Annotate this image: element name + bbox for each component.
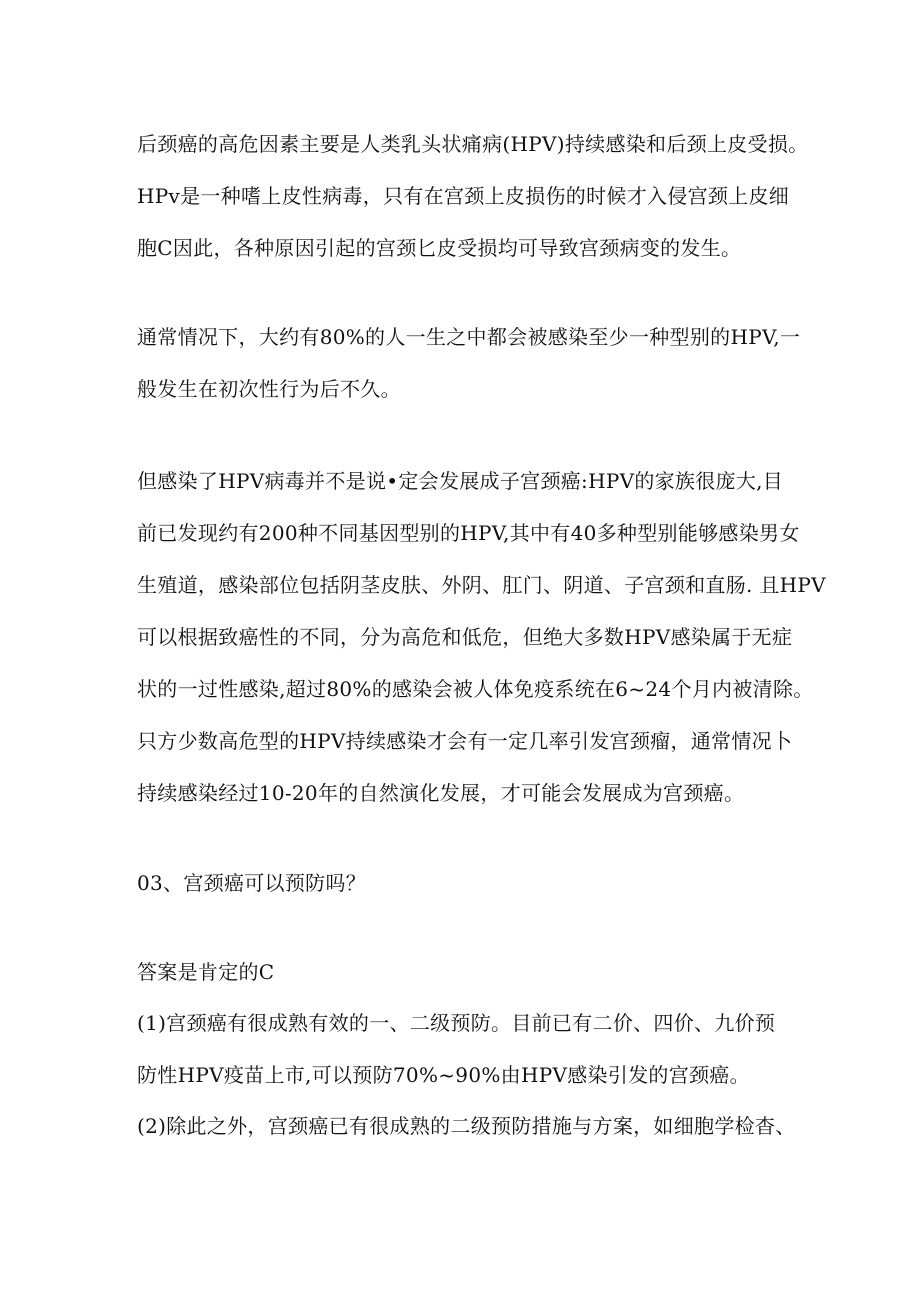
- paragraph-line: 但感染了HPV病毒并不是说•定会发展成子宫颈癌:HPV的家族很庞大,目: [137, 469, 784, 493]
- paragraph-line: 只方少数高危型的HPV持续感染才会有一定几率引发宫颈瘤，通常情况卜: [137, 729, 793, 753]
- list-item-line: (1)宫颈癌有很成熟有效的一、二级预防。目前已有二价、四价、九价预: [137, 1011, 776, 1035]
- paragraph-line: 状的一过性感染,超过80%的感染会被人体免疫系统在6~24个月内被清除。: [137, 677, 814, 701]
- paragraph-line: 可以根据致癌性的不同，分为高危和低危，但绝大多数HPV感染属于无症: [137, 625, 793, 649]
- paragraph-line: 通常情况下，大约有80%的人一生之中都会被感染至少一种型别的HPV,一: [137, 325, 801, 349]
- paragraph-line: 持续感染经过10-20年的自然演化发展，才可能会发展成为宫颈癌。: [137, 781, 745, 805]
- paragraph-line: 生殖道，感染部位包括阴茎皮肤、外阴、肛门、阴道、子宫颈和直肠. 且HPV: [137, 573, 826, 597]
- list-item-line: 防性HPV疫苗上市,可以预防70%~90%由HPV感染引发的宫颈癌。: [137, 1063, 750, 1087]
- paragraph-line: HPv是一种嗜上皮性病毒，只有在宫颈上皮损伤的时候才入侵宫颈上皮细: [137, 184, 790, 208]
- answer-intro: 答案是肯定的C: [137, 960, 275, 984]
- paragraph-line: 前已发现约有200种不同基因型别的HPV,其中有40多种型别能够感染男女: [137, 521, 800, 545]
- paragraph-line: 般发生在初次性行为后不久。: [137, 377, 401, 401]
- list-item-line: (2)除此之外，宫颈癌已有很成熟的二级预防措施与方案，如细胞学检杳、: [137, 1114, 796, 1138]
- section-heading: 03、宫颈癌可以预防吗？: [137, 871, 367, 895]
- paragraph-line: 胞C因此，各种原因引起的宫颈匕皮受损均可导致宫颈病变的发生。: [137, 236, 742, 260]
- paragraph-line: 后颈癌的高危因素主要是人类乳头状痛病(HPV)持续感染和后颈上皮受损。: [137, 132, 809, 156]
